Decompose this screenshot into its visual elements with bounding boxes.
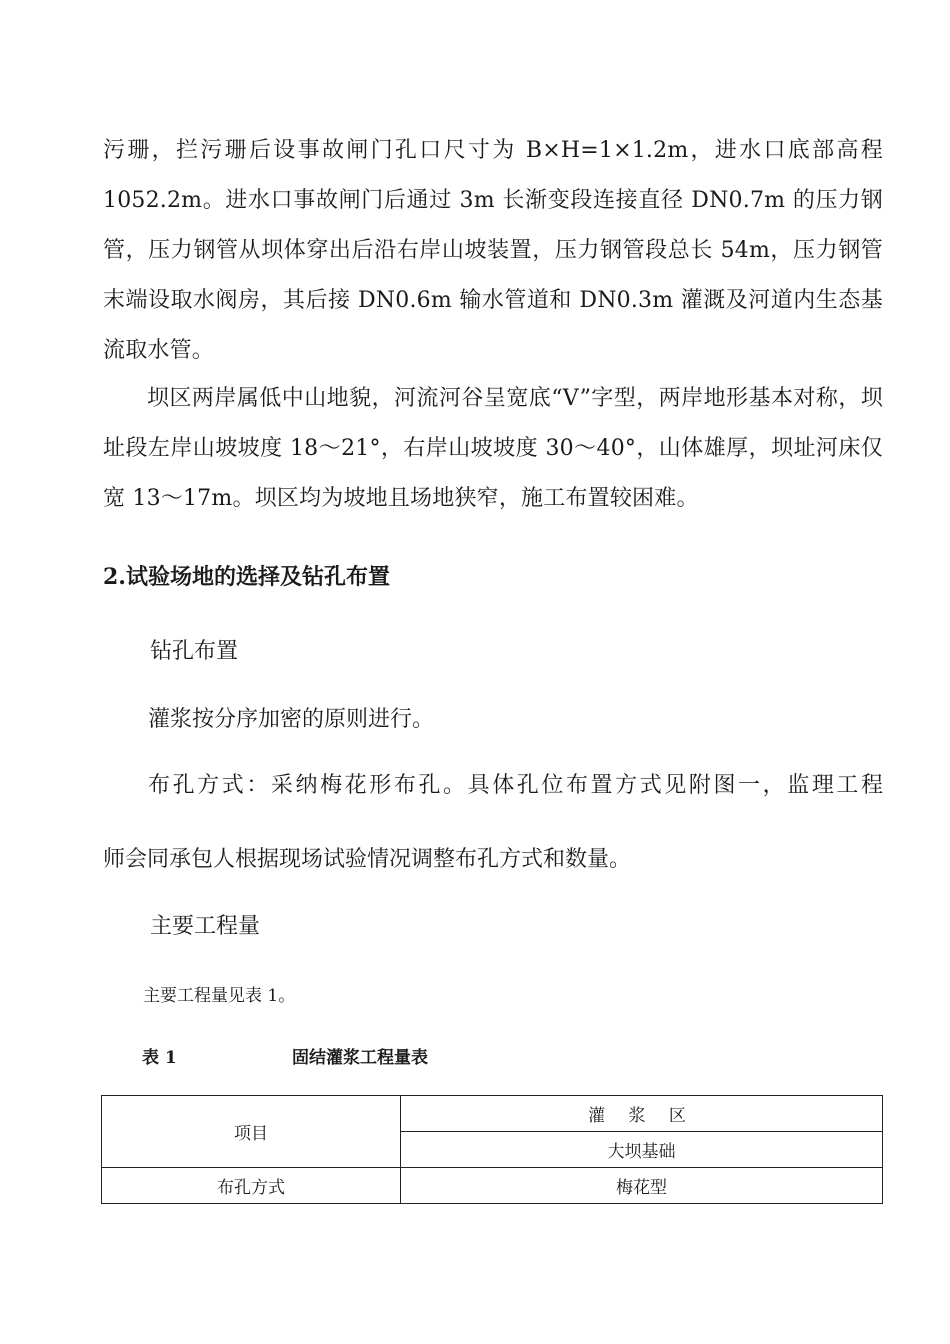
- section-heading: 2.试验场地的选择及钻孔布置: [103, 564, 390, 590]
- main-quantities-note: 主要工程量见表 1。: [143, 986, 296, 1006]
- table-header-subzone: 大坝基础: [401, 1132, 883, 1168]
- subheading-drill-layout: 钻孔布置: [150, 639, 239, 664]
- hole-method-text-line2: 师会同承包人根据现场试验情况调整布孔方式和数量。: [103, 847, 632, 872]
- quantities-table: [101, 1095, 883, 1204]
- table-caption-number: 表 1: [142, 1048, 177, 1068]
- table-cell-row-label: 布孔方式: [102, 1168, 401, 1204]
- hole-method-text-line1: 布孔方式：采纳梅花形布孔。具体孔位布置方式见附图一，监理工程: [148, 773, 883, 798]
- body-paragraph-intake: 污珊，拦污珊后设事故闸门孔口尺寸为 B×H=1×1.2m，进水口底部高程1052.2m。进水口事故闸门后通过 3m 长渐变段连接直径 DN0.7m 的压力钢管，压力钢管从坝体穿出后沿右岸山坡装置，压力钢管段总长 54m，压力钢管末端设取水阀房，其后接 DN0.6m 输水管道和 DN0.3m 灌溉及河道内生态基流取水管。: [103, 138, 883, 363]
- table-cell-row-value: 梅花型: [401, 1168, 883, 1204]
- table-row: [102, 1168, 883, 1204]
- grouting-principle-text: 灌浆按分序加密的原则进行。: [148, 707, 435, 732]
- subheading-main-quantities: 主要工程量: [150, 914, 261, 939]
- body-paragraph-terrain: 坝区两岸属低中山地貌，河流河谷呈宽底“V”字型，两岸地形基本对称，坝址段左岸山坡坡度 18～21°，右岸山坡坡度 30～40°，山体雄厚，坝址河床仅宽 13～17m。坝区均为坡地且场地狭窄，施工布置较困难。: [103, 386, 883, 511]
- table-header-zone: 灌 浆 区: [401, 1096, 883, 1132]
- table-header-item: 项目: [102, 1096, 401, 1168]
- table-row: [102, 1096, 883, 1132]
- table-caption-title: 固结灌浆工程量表: [292, 1048, 428, 1068]
